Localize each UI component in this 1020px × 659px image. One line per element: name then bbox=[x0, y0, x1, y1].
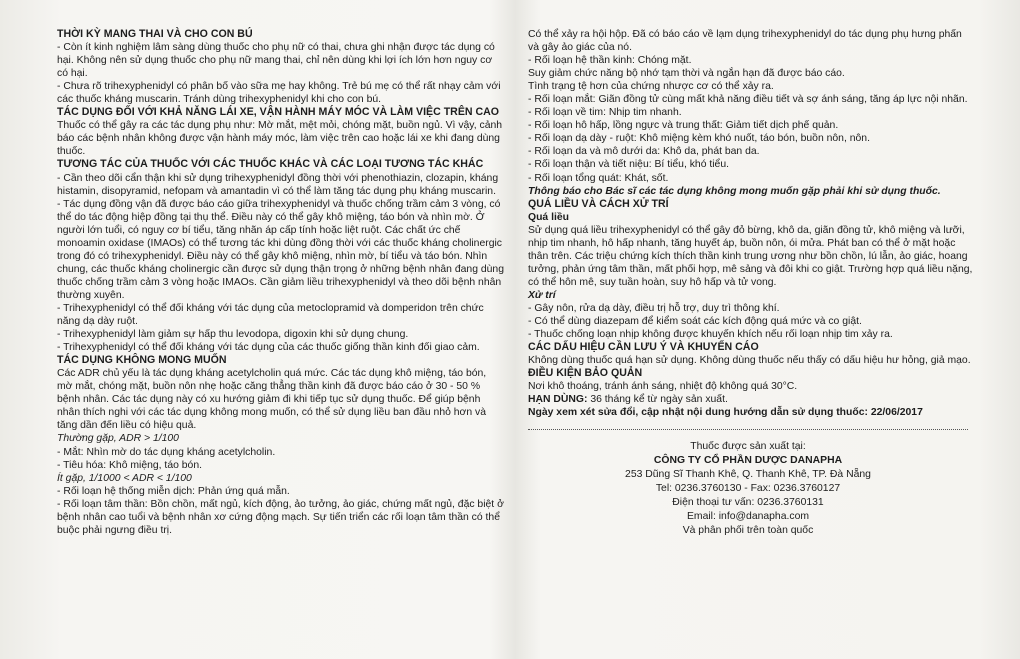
body-paragraph: - Trihexyphenidyl có thể đối kháng với tác dụng của các thuốc giống thần kinh đối giao cảm. bbox=[57, 342, 480, 354]
section-heading: ĐIỀU KIỆN BẢO QUẢN bbox=[528, 367, 643, 380]
body-paragraph: Không dùng thuốc quá hạn sử dụng. Không dùng thuốc nếu thấy có dấu hiệu hư hỏng, giả mạo. bbox=[528, 355, 971, 367]
body-paragraph: - Rối loạn về tim: Nhịp tim nhanh. bbox=[528, 107, 682, 119]
section-heading: CÁC DẤU HIỆU CẦN LƯU Ý VÀ KHUYẾN CÁO bbox=[528, 341, 759, 354]
body-paragraph: - Trihexyphenidyl làm giảm sự hấp thu levodopa, digoxin khi sử dụng chung. bbox=[57, 329, 409, 341]
body-paragraph: - Có thể dùng diazepam để kiểm soát các kích động quá mức và co giật. bbox=[528, 316, 862, 328]
frequency-subheading: Ít gặp, 1/1000 < ADR < 1/100 bbox=[57, 472, 192, 484]
body-paragraph: Thuốc có thể gây ra các tác dụng phụ như: Mờ mắt, mệt mỏi, chóng mặt, buồn ngủ. Vì vậy, cảnh báo các bệnh nhân không được vận hành máy móc, làm việc trên cao hoặc lái xe khi đang dùng thuốc. bbox=[57, 120, 503, 158]
company-email: Email: info@danapha.com bbox=[686, 511, 810, 523]
company-name: CÔNG TY CỔ PHẦN DƯỢC DANAPHA bbox=[653, 455, 843, 467]
left-column bbox=[57, 28, 504, 537]
section-heading: QUÁ LIỀU VÀ CÁCH XỬ TRÍ bbox=[528, 197, 669, 210]
section-heading: TÁC DỤNG KHÔNG MONG MUỐN bbox=[57, 354, 227, 367]
frequency-subheading: Thường gặp, ADR > 1/100 bbox=[57, 433, 179, 445]
body-paragraph: - Rối loạn mắt: Giãn đồng tử cùng mất khả năng điều tiết và sợ ánh sáng, tăng áp lực nội nhãn. bbox=[528, 94, 968, 106]
body-paragraph: - Thuốc chống loạn nhịp không được khuyến khích nếu rối loạn nhịp tim xảy ra. bbox=[528, 329, 893, 341]
section-heading: TƯƠNG TÁC CỦA THUỐC VỚI CÁC THUỐC KHÁC VÀ CÁC LOẠI TƯƠNG TÁC KHÁC bbox=[57, 158, 484, 171]
body-paragraph: - Rối loạn hệ thần kinh: Chóng mặt. bbox=[528, 55, 692, 67]
body-paragraph: Tình trạng tệ hơn của chứng nhược cơ có thể xảy ra. bbox=[528, 81, 774, 93]
expiry-label: HẠN DÙNG: bbox=[528, 394, 588, 406]
body-paragraph: - Gây nôn, rửa dạ dày, điều trị hỗ trợ, duy trì thông khí. bbox=[528, 302, 780, 314]
body-paragraph: - Rối loạn thận và tiết niệu: Bí tiểu, khó tiểu. bbox=[528, 159, 730, 171]
body-paragraph: - Rối loạn tổng quát: Khát, sốt. bbox=[528, 172, 669, 184]
body-paragraph: - Rối loạn hệ thống miễn dịch: Phản ứng quá mẫn. bbox=[57, 485, 290, 497]
body-paragraph: Suy giảm chức năng bộ nhớ tạm thời và ngắn hạn đã được báo cáo. bbox=[528, 68, 845, 80]
bold-italic-note: Thông báo cho Bác sĩ các tác dụng không mong muốn gặp phải khi sử dụng thuốc. bbox=[528, 185, 941, 197]
expiry-value: 36 tháng kể từ ngày sản xuất. bbox=[587, 394, 728, 406]
body-paragraph: - Rối loạn tâm thần: Bồn chồn, mất ngủ, kích động, ảo tưởng, ảo giác, chứng mất ngủ, đặc biệt ở bệnh nhân cao tuổi và bệnh nhân xơ cứng động mạch. Sự tiến triển các rối loạn tâm thần có thể buộc phải ngưng điều trị. bbox=[57, 498, 504, 536]
company-address: 253 Dũng Sĩ Thanh Khê, Q. Thanh Khê, TP. Đà Nẵng bbox=[625, 469, 871, 481]
company-phone-fax: Tel: 0236.3760130 - Fax: 0236.3760127 bbox=[655, 483, 841, 495]
body-paragraph: - Trihexyphenidyl có thể đối kháng với tác dụng của metoclopramid và domperidon trên chức năng dạ dày ruột. bbox=[57, 302, 484, 328]
body-paragraph: - Rối loạn hô hấp, lồng ngực và trung thất: Giảm tiết dịch phế quản. bbox=[528, 120, 839, 132]
body-paragraph: - Mắt: Nhìn mờ do tác dụng kháng acetylcholin. bbox=[57, 446, 276, 458]
dotted-separator bbox=[528, 429, 968, 430]
body-paragraph: - Còn ít kinh nghiệm lâm sàng dùng thuốc cho phụ nữ có thai, chưa ghi nhận được tác dụng có hại. Không nên sử dụng thuốc cho phụ nữ mang thai, chỉ nên dùng khi lợi ích lớn hơn nguy cơ có hại. bbox=[57, 42, 495, 80]
body-paragraph: Nơi khô thoáng, tránh ánh sáng, nhiệt độ không quá 30°C. bbox=[528, 381, 798, 393]
body-paragraph: - Tác dụng đồng vận đã được báo cáo giữa trihexyphenidyl và thuốc chống trầm cảm 3 vòng, có thể do tác động hiệp đồng tại thụ thể. Điều này có thể gây khô miệng, táo bón và nhìn mờ. Ở người lớn tuổi, có nguy cơ bí tiểu, tăng nhãn áp cấp tính hoặc liệt ruột. Các chất ức chế monoamin oxidase (IMAOs) có thể tương tác khi dùng đồng thời với các thuốc kháng cholinergic trong đó có trihexyphenidyl. Điều này có thể gây khô miệng, nhìn mờ, bí tiểu và táo bón. Nhìn chung, các thuốc kháng cholinergic cần được sử dụng thận trọng ở những bệnh nhân đang dùng thuốc chống trầm cảm 3 vòng hoặc IMAOs. Cần giảm liều trihexyphenidyl và theo dõi bệnh nhân thường xuyên. bbox=[57, 198, 504, 301]
bold-subheading: Quá liều bbox=[528, 211, 569, 223]
body-paragraph: Sử dụng quá liều trihexyphenidyl có thể gây đỏ bừng, khô da, giãn đồng tử, khô miệng và lưỡi, nhịp tim nhanh, hô hấp nhanh, tăng huyết áp, buồn nôn, ói mửa. Phát ban có thể ở mặt hoặc thân trên. Các triệu chứng kích thích thần kinh trung ương như bồn chồn, lú lẫn, ảo giác, hoang tưởng, phản ứng tâm thần, mất phối hợp, mê sảng và đôi khi co giật. Trường hợp quá liều nặng, có thể hôn mê, suy tuần hoàn, suy hô hấp và tử vong. bbox=[528, 224, 973, 288]
section-heading: THỜI KỲ MANG THAI VÀ CHO CON BÚ bbox=[57, 28, 253, 40]
bold-subheading: Ngày xem xét sửa đổi, cập nhật nội dung hướng dẫn sử dụng thuốc: 22/06/2017 bbox=[528, 407, 923, 419]
body-paragraph: - Rối loạn da và mô dưới da: Khô da, phát ban da. bbox=[528, 146, 760, 158]
body-paragraph: Các ADR chủ yếu là tác dụng kháng acetylcholin quá mức. Các tác dụng khô miệng, táo bón, mờ mắt, chóng mặt, buồn nôn nhẹ hoặc căng thẳng thần kinh đã được báo cáo ở 30 - 50 % bệnh nhân. Các tác dụng này có xu hướng giảm đi khi tiếp tục sử dụng thuốc. Để giúp bệnh nhân thích nghi với các tác dụng không mong muốn, có thể sử dụng liều ban đầu nhỏ hơn và tăng dần đến liều có hiệu quả. bbox=[57, 368, 487, 432]
made-at-line: Thuốc được sản xuất tại: bbox=[690, 441, 806, 453]
body-paragraph: - Rối loạn dạ dày - ruột: Khô miệng kèm khó nuốt, táo bón, buồn nôn, nôn. bbox=[528, 133, 870, 145]
manufacturer-block bbox=[528, 440, 968, 538]
expiry-line bbox=[528, 393, 973, 406]
company-hotline: Điện thoại tư vấn: 0236.3760131 bbox=[672, 497, 824, 509]
bold-italic-note: Xử trí bbox=[528, 289, 556, 301]
body-paragraph: - Chưa rõ trihexyphenidyl có phân bố vào sữa mẹ hay không. Trẻ bú mẹ có thể rất nhạy cảm với các thuốc kháng muscarin. Tránh dùng trihexyphenidyl khi cho con bú. bbox=[57, 81, 501, 106]
body-paragraph: - Tiêu hóa: Khô miệng, táo bón. bbox=[57, 459, 202, 471]
section-heading: TÁC DỤNG ĐỐI VỚI KHẢ NĂNG LÁI XE, VẬN HÀNH MÁY MÓC VÀ LÀM VIỆC TRÊN CAO bbox=[57, 106, 500, 119]
body-paragraph: Có thể xảy ra hội hộp. Đã có báo cáo về lạm dụng trihexyphenidyl do tác dụng phụ hưng phấn và gây ảo giác của nó. bbox=[528, 29, 962, 54]
right-column bbox=[528, 28, 973, 538]
body-paragraph: - Cần theo dõi cẩn thận khi sử dụng trihexyphenidyl đồng thời với phenothiazin, clozapin, kháng histamin, disopyramid, nefopam và amantadin vì có thể làm tăng tác dụng phụ kháng muscarin. bbox=[57, 172, 499, 197]
distribution-note: Và phân phối trên toàn quốc bbox=[682, 525, 814, 537]
